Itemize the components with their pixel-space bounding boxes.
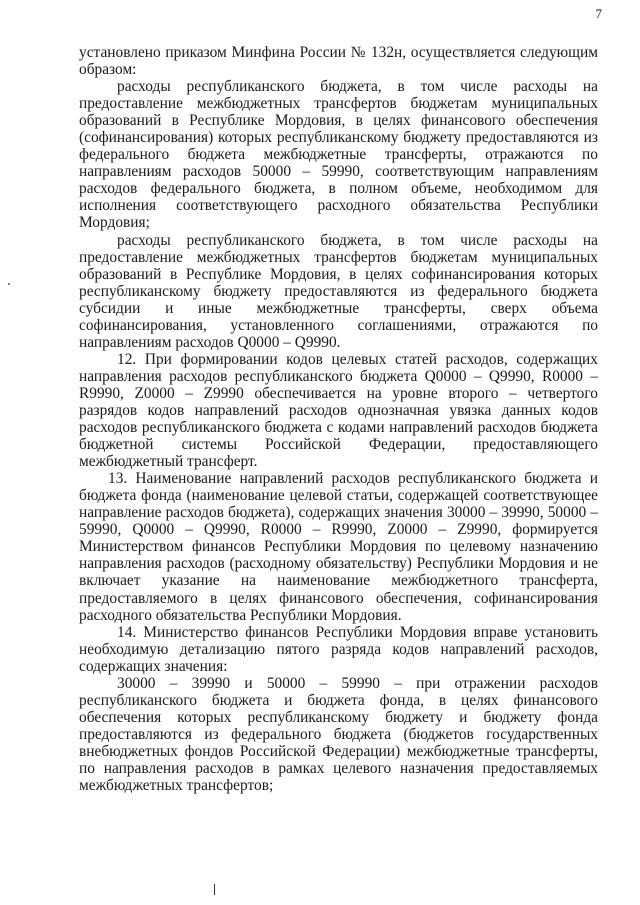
- paragraph-item-14-detail: 30000 – 39990 и 50000 – 59990 – при отражении расходов республиканского бюджета и бюджета фонда, в целях финансового обеспечения которых республиканскому бюджету и бюджету фонда предоставляются из федерального бюджета (бюджетов государственных внебюджетных фондов Российской Федерации) межбюджетные трансферты, по направления расходов в рамках целевого назначения предоставляемых межбюджетных трансфертов;: [79, 674, 598, 795]
- paragraph-item-13: 13. Наименование направлений расходов республиканского бюджета и бюджета фонда (наименование целевой статьи, содержащей соответствующее направление расходов бюджета), содержащих значения 30000 – 39990, 50000 – 59990, Q0000 – Q9990, R0000 – R9990, Z0000 – Z9990, формируется Министерством финансов Республики Мордовия по целевому назначению направления расходов (расходному обязательству) Республики Мордовия и не включает указание на наименование межбюджетного трансферта, предоставляемого в целях финансового обеспечения, софинансирования расходного обязательства Республики Мордовия.: [79, 470, 598, 624]
- scan-speck: [8, 283, 10, 285]
- paragraph-continuation: установлено приказом Минфина России № 132н, осуществляется следующим образом:: [79, 44, 598, 79]
- paragraph-federal-transfers: расходы республиканского бюджета, в том числе расходы на предоставление межбюджетных трансфертов бюджетам муниципальных образований в Республике Мордовия, в целях финансового обеспечения (софинансирования) которых республиканскому бюджету предоставляются из федерального бюджета межбюджетные трансферты, отражаются по направлениям расходов 50000 – 59990, соответствующим направлениям расходов федерального бюджета, в полном объеме, необходимом для исполнения соответствующего расходного обязательства Республики Мордовия;: [79, 78, 598, 232]
- document-body: [79, 44, 598, 794]
- paragraph-item-12: 12. При формировании кодов целевых статей расходов, содержащих направления расходов республиканского бюджета Q0000 – Q9990, R0000 – R9990, Z0000 – Z9990 обеспечивается на уровне второго – четвертого разрядов кодов направлений расходов однозначная увязка данных кодов расходов республиканского бюджета с кодами направлений расходов бюджета бюджетной системы Российской Федерации, предоставляющего межбюджетный трансферт.: [79, 350, 598, 471]
- footer-mark: [214, 884, 215, 895]
- paragraph-item-14: 14. Министерство финансов Республики Мордовия вправе установить необходимую детализацию пятого разряда кодов направлений расходов, содержащих значения:: [79, 623, 598, 675]
- paragraph-cofinancing: расходы республиканского бюджета, в том числе расходы на предоставление межбюджетных трансфертов бюджетам муниципальных образований в Республике Мордовия, в целях софинансирования которых республиканскому бюджету предоставляются из федерального бюджета субсидии и иные межбюджетные трансферты, сверх объема софинансирования, установленного соглашениями, отражаются по направлениям расходов Q0000 – Q9990.: [79, 231, 598, 351]
- page-number: 7: [595, 6, 602, 21]
